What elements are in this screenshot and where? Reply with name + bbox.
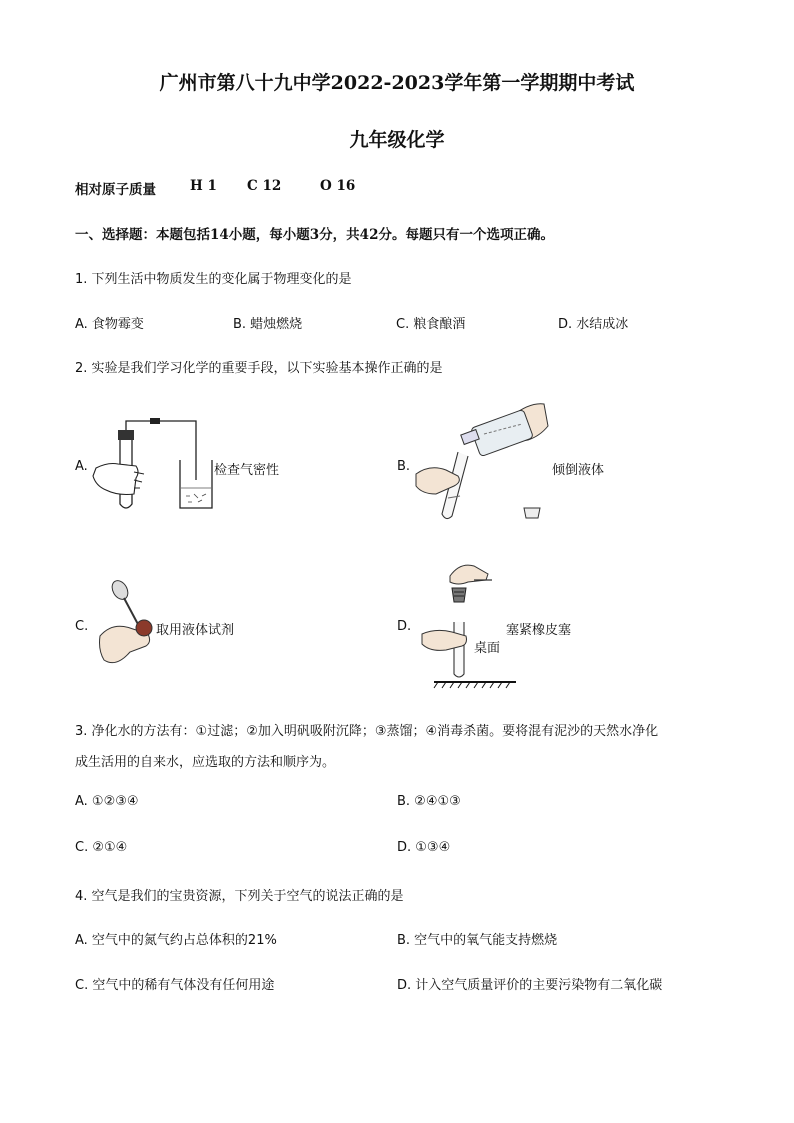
q2-option-d-caption: 塞紧橡皮塞: [506, 623, 572, 638]
q1-option-a: A. 食物霉变: [75, 317, 144, 332]
q3-option-a: A. ①②③④: [75, 794, 139, 809]
q2-option-b-caption: 倾倒液体: [552, 463, 605, 478]
q2-option-c-caption: 取用液体试剂: [156, 623, 235, 638]
q3-stem-line1: 3. 净化水的方法有：①过滤；②加入明矾吸附沉降；③蒸馏；④消毒杀菌。要将混有泥沙的天然水净化: [75, 724, 659, 739]
atomic-mass-label: 相对原子质量: [75, 182, 156, 198]
q1-option-b: B. 蜡烛燃烧: [233, 317, 303, 332]
q1-option-d: D. 水结成冰: [558, 317, 629, 332]
exam-title: 广州市第八十九中学2022-2023学年第一学期期中考试: [159, 72, 635, 94]
q2-stem: 2. 实验是我们学习化学的重要手段，以下实验基本操作正确的是: [75, 361, 443, 376]
q4-option-b: B. 空气中的氧气能支持燃烧: [397, 933, 558, 948]
q4-stem: 4. 空气是我们的宝贵资源，下列关于空气的说法正确的是: [75, 889, 404, 904]
atomic-mass-o: O 16: [320, 178, 356, 194]
q2-option-b-letter: B.: [397, 459, 411, 474]
atomic-mass-h: H 1: [190, 178, 217, 194]
q4-option-d: D. 计入空气质量评价的主要污染物有二氧化碳: [397, 978, 663, 993]
airtightness-figure: [88, 416, 228, 516]
q3-option-c: C. ②①④: [75, 840, 128, 855]
q1-stem: 1. 下列生活中物质发生的变化属于物理变化的是: [75, 272, 352, 287]
exam-subtitle: 九年级化学: [349, 129, 445, 151]
pouring-figure: [412, 396, 562, 526]
q4-option-a: A. 空气中的氮气约占总体积的21%: [75, 933, 277, 948]
q3-option-b: B. ②④①③: [397, 794, 461, 809]
q3-option-d: D. ①③④: [397, 840, 451, 855]
q4-option-c: C. 空气中的稀有气体没有任何用途: [75, 978, 275, 993]
q2-option-a-caption: 检查气密性: [214, 463, 280, 478]
section-heading: 一、选择题：本题包括14小题，每小题3分，共42分。每题只有一个选项正确。: [75, 227, 554, 243]
q1-option-c: C. 粮食酿酒: [396, 317, 466, 332]
q2-option-a-letter: A.: [75, 459, 88, 474]
q2-option-c-letter: C.: [75, 619, 89, 634]
atomic-mass-c: C 12: [247, 178, 282, 194]
q3-stem-line2: 成生活用的自来水，应选取的方法和顺序为。: [75, 755, 336, 770]
q2-option-d-letter: D.: [397, 619, 412, 634]
q2-option-d-table-label: 桌面: [474, 641, 501, 656]
